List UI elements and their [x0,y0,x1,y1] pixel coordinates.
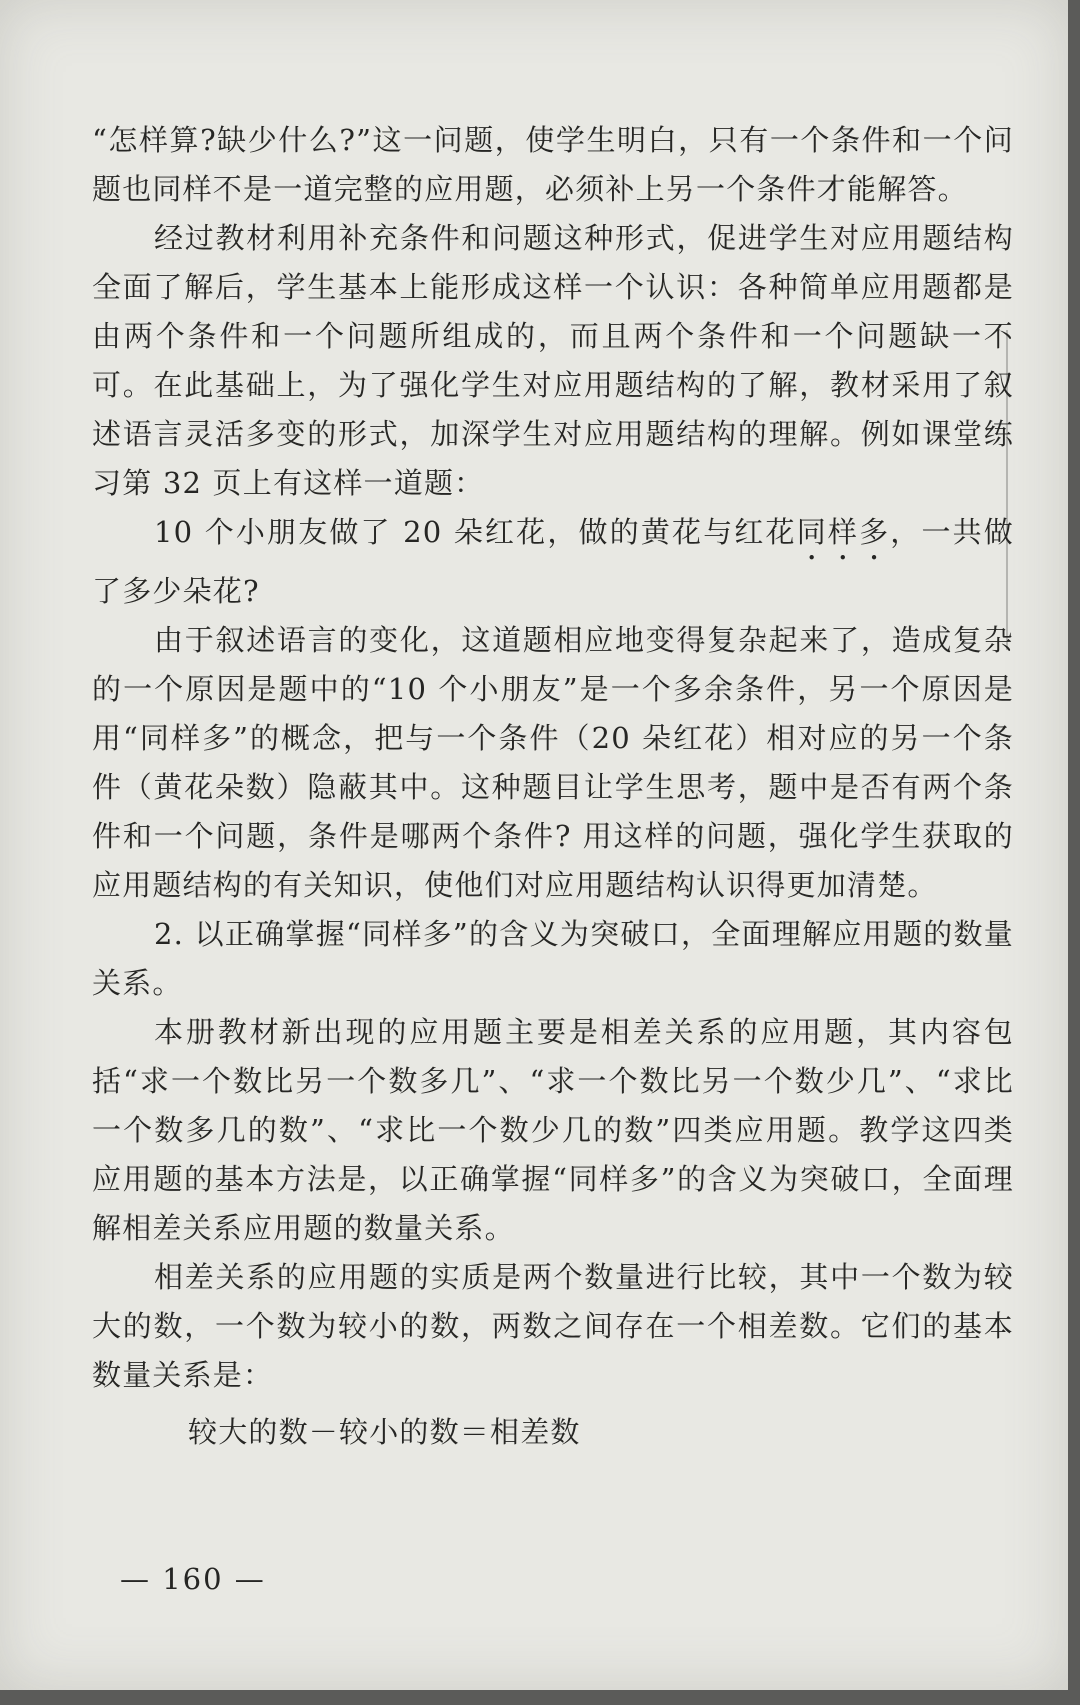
body-text [92,116,1014,1457]
emphasis-same-amount: 同样多 [796,515,891,549]
paragraph-7: 相差关系的应用题的实质是两个数量进行比较，其中一个数为较大的数，一个数为较小的数，两数之间存在一个相差数。它们的基本数量关系是： [92,1260,1014,1392]
scan-edge-right [1068,0,1080,1705]
quantity-relation-formula: 较大的数－较小的数＝相差数 [188,1415,581,1449]
paragraph-1: “怎样算?缺少什么?”这一问题，使学生明白，只有一个条件和一个问题也同样不是一道完整的应用题，必须补上另一个条件才能解答。 [92,123,1014,206]
paragraph-3-problem [92,508,1014,616]
paragraph-5-section-heading: 2. 以正确掌握“同样多”的含义为突破口，全面理解应用题的数量关系。 [92,917,1014,1000]
problem-text-after: ，一共做了多少朵花? [92,515,1014,608]
page-number: — 160 — [120,1562,266,1596]
paragraph-2: 经过教材利用补充条件和问题这种形式，促进学生对应用题结构全面了解后，学生基本上能形成这样一个认识：各种简单应用题都是由两个条件和一个问题所组成的，而且两个条件和一个问题缺一不可。在此基础上，为了强化学生对应用题结构的了解，教材采用了叙述语言灵活多变的形式，加深学生对应用题结构的理解。例如课堂练习第 32 页上有这样一道题： [92,221,1014,500]
paragraph-4: 由于叙述语言的变化，这道题相应地变得复杂起来了，造成复杂的一个原因是题中的“10 个小朋友”是一个多余条件，另一个原因是用“同样多”的概念，把与一个条件（20 朵红花）相对应的另一个条件（黄花朵数）隐蔽其中。这种题目让学生思考，题中是否有两个条件和一个问题，条件是哪两个条件? 用这样的问题，强化学生获取的应用题结构的有关知识，使他们对应用题结构认识得更加清楚。 [92,623,1014,902]
paragraph-6: 本册教材新出现的应用题主要是相差关系的应用题，其内容包括“求一个数比另一个数多几”、“求一个数比另一个数少几”、“求比一个数多几的数”、“求比一个数少几的数”四类应用题。教学这四类应用题的基本方法是，以正确掌握“同样多”的含义为突破口，全面理解相差关系应用题的数量关系。 [92,1015,1014,1245]
problem-text-before: 10 个小朋友做了 20 朵红花，做的黄花与红花 [154,515,797,549]
scan-edge-bottom [0,1690,1080,1705]
